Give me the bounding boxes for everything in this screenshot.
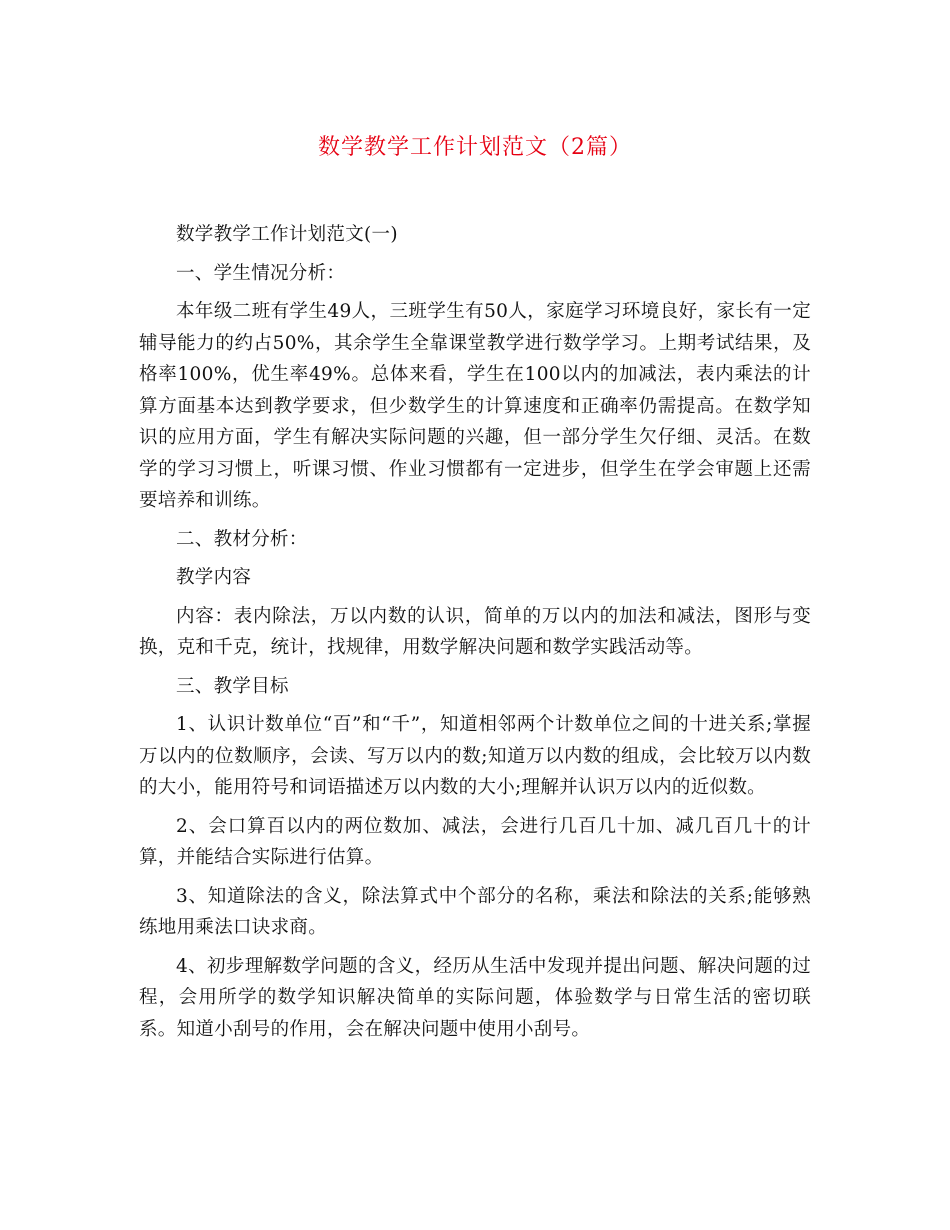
paragraph: 1、认识计数单位“百”和“千”，知道相邻两个计数单位之间的十进关系;掌握万以内的位数顺序，会读、写万以内的数;知道万以内数的组成，会比较万以内数的大小，能用符号和词语描述万以内数的大小;理解并认识万以内的近似数。 <box>139 714 811 798</box>
document-title: 数学教学工作计划范文（2篇） <box>318 135 632 160</box>
paragraph: 本年级二班有学生49人，三班学生有50人，家庭学习环境良好，家长有一定辅导能力的约占50%，其余学生全靠课堂教学进行数学学习。上期考试结果，及格率100%，优生率49%。总体来看，学生在100以内的加减法，表内乘法的计算方面基本达到教学要求，但少数学生的计算速度和正确率仍需提高。在数学知识的应用方面，学生有解决实际问题的兴趣，但一部分学生欠仔细、灵活。在数学的学习习惯上，听课习惯、作业习惯都有一定进步，但学生在学会审题上还需要培养和训练。 <box>139 301 811 511</box>
paragraph: 内容：表内除法，万以内数的认识，简单的万以内的加法和减法，图形与变换，克和千克，统计，找规律，用数学解决问题和数学实践活动等。 <box>139 605 811 658</box>
paragraph: 4、初步理解数学问题的含义，经历从生活中发现并提出问题、解决问题的过程，会用所学的数学知识解决简单的实际问题，体验数学与日常生活的密切联系。知道小刮号的作用，会在解决问题中使用小刮号。 <box>139 955 811 1040</box>
paragraph: 一、学生情况分析： <box>176 262 346 284</box>
paragraph: 教学内容 <box>176 567 252 588</box>
paragraph: 数学教学工作计划范文(一) <box>176 224 398 245</box>
paragraph: 2、会口算百以内的两位数加、减法，会进行几百几十加、减几百几十的计算，并能结合实际进行估算。 <box>139 815 811 868</box>
document-body <box>139 219 811 1052</box>
paragraph: 3、知道除法的含义，除法算式中个部分的名称，乘法和除法的关系;能够熟练地用乘法口诀求商。 <box>139 885 811 938</box>
paragraph: 三、教学目标 <box>176 675 289 697</box>
paragraph: 二、教材分析： <box>176 528 308 550</box>
